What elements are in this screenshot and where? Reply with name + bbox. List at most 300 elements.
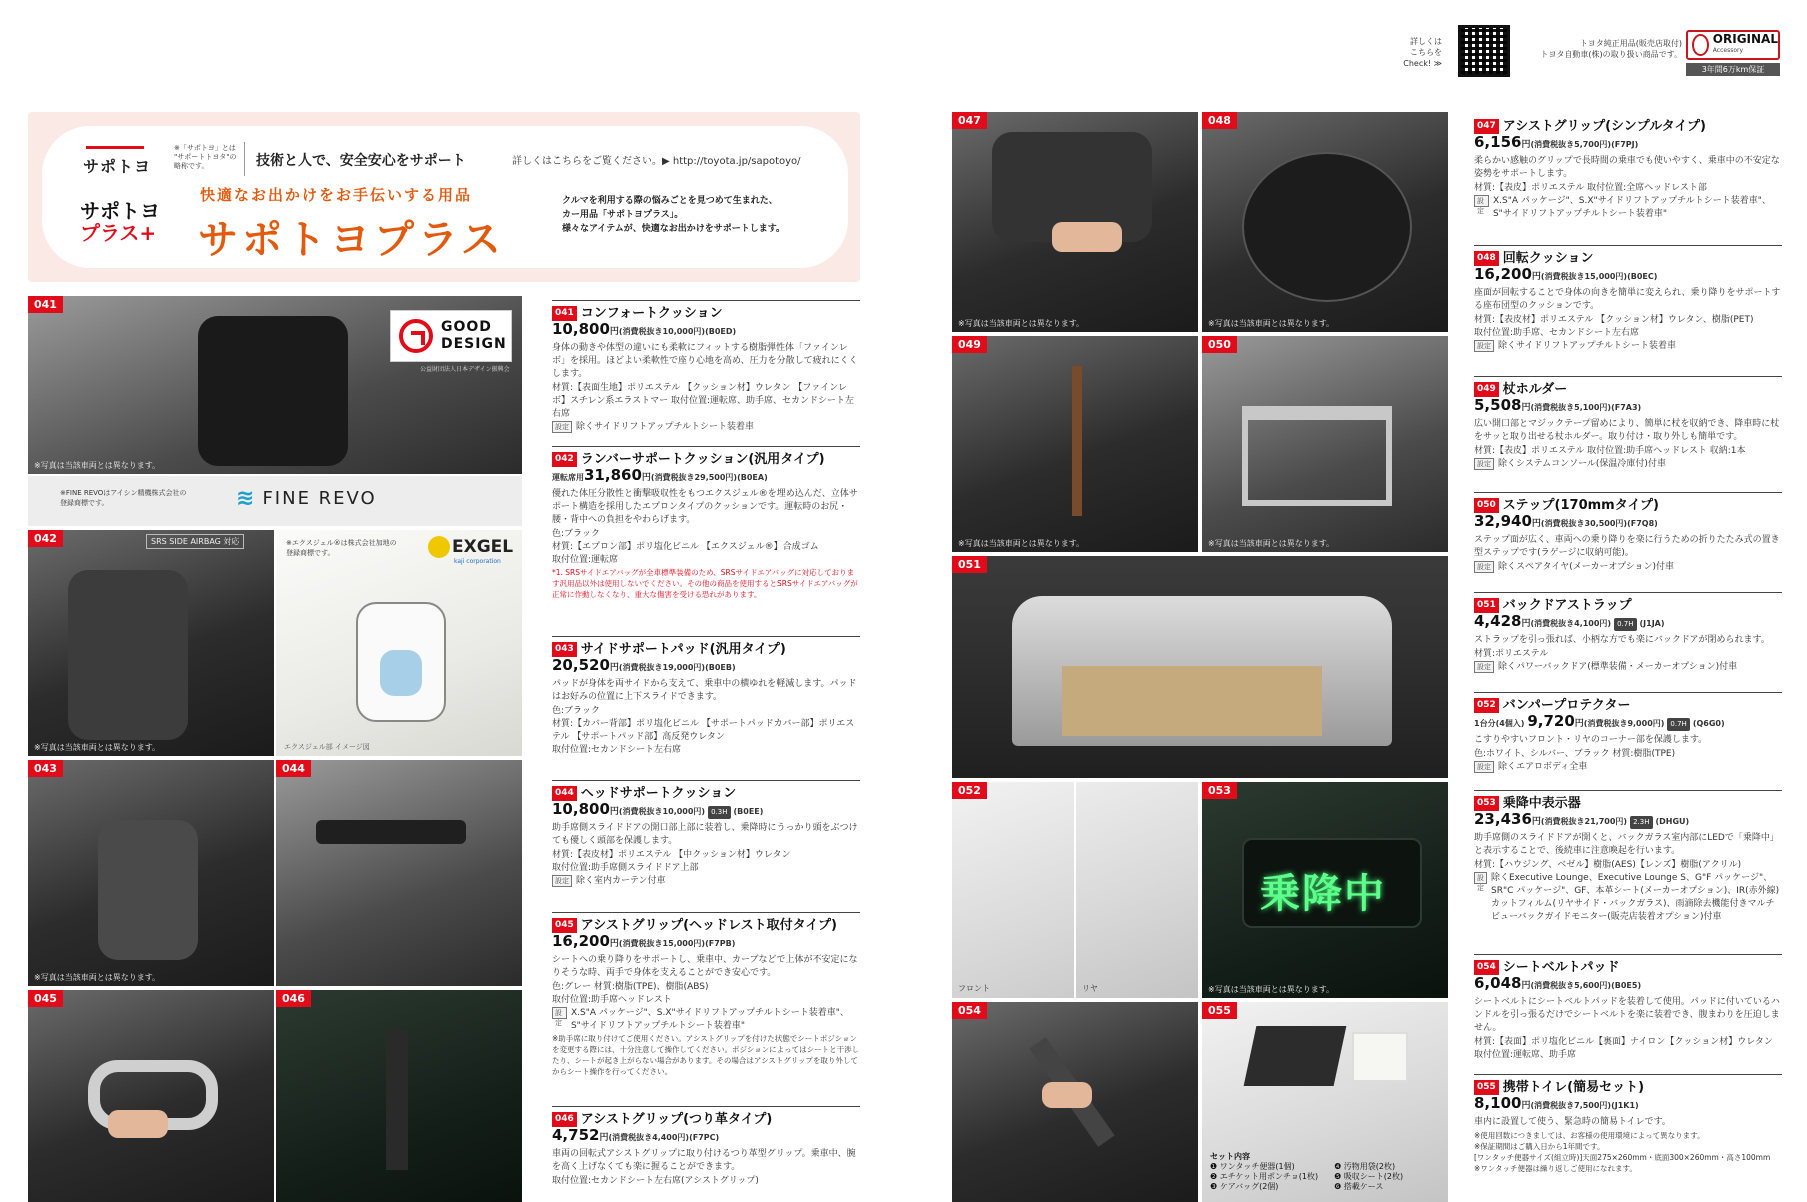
photo-number: 053 bbox=[1202, 782, 1237, 799]
qr-code[interactable] bbox=[1458, 25, 1510, 77]
set-item: ❻ 搭載ケース bbox=[1334, 1182, 1384, 1191]
exgel-text: EXGEL bbox=[452, 537, 514, 557]
tax-note: (消費税抜き10,000円) bbox=[618, 807, 706, 816]
set-tag: 設定 bbox=[1474, 340, 1494, 352]
toilet-shape bbox=[1352, 1032, 1408, 1082]
hand-shape bbox=[108, 1110, 168, 1138]
rear-caption: リヤ bbox=[1082, 984, 1098, 993]
dealer-line: トヨタ自動車(株)の取り扱い商品です。 bbox=[1540, 50, 1682, 59]
price-prefix: 運転席用 bbox=[552, 473, 584, 482]
product-description: シートベルトにシートベルトパッドを装着して使用。パッドに付いているハンドルを引っ張るだけでシートベルトを楽に装着でき、腹まわりを圧迫しません。 bbox=[1474, 997, 1780, 1033]
good-design-note: 公益財団法人日本デザイン振興会 bbox=[420, 366, 510, 373]
yen: 円 bbox=[609, 939, 619, 949]
yen: 円 bbox=[1531, 519, 1541, 529]
hand-shape bbox=[1052, 222, 1122, 252]
product-name: バックドアストラップ bbox=[1502, 598, 1632, 613]
original-accessory-badge bbox=[1686, 30, 1780, 60]
set-contents-left bbox=[1210, 1162, 1318, 1192]
product-title bbox=[552, 780, 860, 801]
photo-054 bbox=[952, 1002, 1198, 1202]
product-position: 取付位置:セカンドシート左右席 bbox=[552, 745, 682, 755]
set-tag: 設定 bbox=[1474, 761, 1494, 773]
set-contents bbox=[1210, 1152, 1403, 1192]
product-spec: 材質:【表皮材】ポリエステル 【中クッション材】ウレタン bbox=[552, 850, 791, 860]
product-title bbox=[1474, 592, 1782, 613]
photo-045 bbox=[28, 990, 274, 1202]
boarding-display-text: 乗降中 bbox=[1260, 871, 1386, 917]
setting-text: 除くスペアタイヤ(メーカーオプション)付車 bbox=[1498, 562, 1675, 572]
yen: 円 bbox=[1531, 272, 1541, 282]
photo-number: 050 bbox=[1202, 336, 1237, 353]
set-item: ❷ エチケット用ポンチョ(1枚) bbox=[1210, 1172, 1319, 1181]
tax-note: (消費税抜き19,000円) bbox=[618, 663, 706, 672]
product-number: 049 bbox=[1474, 382, 1499, 397]
setting-note bbox=[1474, 761, 1782, 774]
photo-number: 048 bbox=[1202, 112, 1237, 129]
fine-print: ※使用回数につきましては、お客様の使用環境によって異なります。 ※保証期間はご購入日から1年間です。 [ワンタッチ便器サイズ(組立時)]天面275×260mm・底面300×260mm・高さ100mm ※ワンタッチ便器は繰り返しご使用になれます。 bbox=[1474, 1131, 1771, 1173]
setting-text: 除くサイドリフトアップチルトシート装着車 bbox=[1498, 341, 1677, 351]
set-tag: 設定 bbox=[552, 1007, 567, 1019]
tax-note: (消費税抜き15,000円) bbox=[1540, 272, 1628, 281]
product-number: 051 bbox=[1474, 598, 1499, 613]
yen: 円 bbox=[1521, 981, 1531, 991]
product-053 bbox=[1474, 790, 1782, 924]
product-name: 回転クッション bbox=[1502, 251, 1594, 266]
photo-055 bbox=[1202, 1002, 1448, 1202]
tax-note: (消費税抜き4,400円) bbox=[608, 1133, 690, 1142]
product-number: 055 bbox=[1474, 1080, 1499, 1095]
photo-number: 046 bbox=[276, 990, 311, 1007]
price: 8,100 bbox=[1474, 1094, 1522, 1112]
install-hours: 0.7H bbox=[1614, 618, 1636, 631]
banner-description: クルマを利用する際の悩みごとを見つめて生まれた、 カー用品「サポトヨプラス」。 様々なアイテムが、快適なお出かけをサポートします。 bbox=[562, 196, 786, 234]
product-title bbox=[552, 300, 860, 321]
yen: 円 bbox=[599, 1133, 609, 1143]
product-title bbox=[1474, 954, 1782, 975]
product-position: 取付位置:運転席 bbox=[552, 555, 619, 565]
product-description: こすりやすいフロント・リヤのコーナー部を保護します。 bbox=[1474, 735, 1708, 745]
product-description: 車両の回転式アシストグリップに取り付けるつり革型グリップ。乗車中、腕を高く上げなくても楽に握ることができます。 bbox=[552, 1149, 856, 1172]
product-description: 車内に設置して使う、緊急時の簡易トイレです。 bbox=[1474, 1117, 1671, 1127]
banner-tagline: 技術と人で、安全安心をサポート bbox=[256, 153, 466, 169]
photo-041 bbox=[28, 296, 522, 474]
set-tag: 設定 bbox=[552, 421, 572, 433]
price: 10,800 bbox=[552, 800, 610, 818]
exgel-logo bbox=[428, 536, 513, 565]
yen: 円 bbox=[1574, 719, 1584, 729]
price: 9,720 bbox=[1527, 712, 1575, 730]
case-shape bbox=[1244, 1026, 1347, 1086]
product-number: 045 bbox=[552, 918, 577, 933]
set-tag: 設定 bbox=[1474, 458, 1494, 470]
price: 4,752 bbox=[552, 1126, 600, 1144]
product-code: (B0E5) bbox=[1611, 981, 1642, 990]
price: 6,048 bbox=[1474, 974, 1522, 992]
product-049 bbox=[1474, 376, 1782, 471]
price: 16,200 bbox=[552, 932, 610, 950]
product-spec: 材質:【エプロン部】ポリ塩化ビニル 【エクスジェル®】合成ゴム bbox=[552, 542, 819, 552]
cane-shape bbox=[1072, 366, 1082, 516]
product-title bbox=[552, 636, 860, 657]
product-052 bbox=[1474, 692, 1782, 774]
product-code: (F7PJ) bbox=[1611, 140, 1639, 149]
price: 6,156 bbox=[1474, 133, 1522, 151]
photo-note: ※写真は当該車両とは異なります。 bbox=[34, 743, 161, 752]
photo-note: ※写真は当該車両とは異なります。 bbox=[34, 973, 161, 982]
yen: 円 bbox=[609, 327, 619, 337]
product-number: 053 bbox=[1474, 796, 1499, 811]
product-color: 色:ブラック bbox=[552, 529, 600, 539]
product-spec: 材質:【カバー背部】ポリ塩化ビニル 【サポートパッドカバー部】ポリエステル 【サポートパッド部】高反発ウレタン bbox=[552, 719, 855, 742]
cushion-shape bbox=[198, 316, 348, 466]
price-line bbox=[1474, 810, 1782, 829]
photo-number: 055 bbox=[1202, 1002, 1237, 1019]
set-tag: 設定 bbox=[1474, 195, 1489, 207]
product-name: バンパープロテクター bbox=[1502, 698, 1631, 713]
hand-shape bbox=[1042, 1082, 1092, 1108]
price-line bbox=[552, 320, 860, 339]
product-043 bbox=[552, 636, 860, 757]
setting-text: 除くExecutive Lounge、Executive Lounge S、G"F パッケージ"、SR"C パッケージ"、GF、本革シート(メーカーオプション)、IR(赤外線)カットフィルム(リヤサイド・バックガラス)、雨滴除去機能付きマルチビューバックガイドモニター(販売店装着オプション)付車 bbox=[1491, 873, 1780, 922]
product-number: 042 bbox=[552, 452, 577, 467]
set-contents-title: セット内容 bbox=[1210, 1152, 1250, 1161]
gd-line: GOOD bbox=[441, 319, 492, 335]
cargo-area-shape bbox=[1062, 666, 1322, 736]
set-item: ❺ 吸収シート(2枚) bbox=[1334, 1172, 1404, 1181]
photo-047 bbox=[952, 112, 1198, 332]
install-hours: 0.7H bbox=[1667, 718, 1689, 731]
product-number: 050 bbox=[1474, 498, 1499, 513]
tax-note: (消費税抜き21,700円) bbox=[1540, 817, 1628, 826]
price-line bbox=[1474, 612, 1782, 631]
front-caption: フロント bbox=[958, 984, 990, 993]
price-line bbox=[552, 932, 860, 951]
price-line bbox=[1474, 974, 1782, 993]
head-cushion-shape bbox=[316, 820, 466, 844]
photo-note: ※写真は当該車両とは異なります。 bbox=[34, 461, 161, 470]
tax-note: (消費税抜き7,500円) bbox=[1530, 1101, 1612, 1110]
product-051 bbox=[1474, 592, 1782, 674]
strap-shape bbox=[386, 1030, 408, 1170]
fine-revo-band bbox=[28, 476, 522, 526]
exgel-illustration bbox=[276, 530, 522, 756]
setting-text: X.S"A パッケージ"、S.X"サイドリフトアップチルトシート装着車"、S"サイドリフトアップチルトシート装着車" bbox=[1492, 196, 1771, 219]
product-description: ステップ面が広く、車両への乗り降りを楽に行うための折りたたみ式の置き型ステップです(ラゲージに収納可能)。 bbox=[1474, 535, 1780, 558]
sapotoyo-url-link[interactable]: 詳しくはこちらをご覧ください。▶ http://toyota.jp/sapotoyo/ bbox=[512, 156, 801, 167]
tax-note: (消費税抜き9,000円) bbox=[1583, 719, 1665, 728]
fine-revo-note: ※FINE REVOはアイシン精機株式会社の 登録商標です。 bbox=[60, 489, 187, 507]
product-code: (B0ED) bbox=[705, 327, 737, 336]
set-item: ❸ ケアバッグ(2個) bbox=[1210, 1182, 1279, 1191]
exgel-ring-icon bbox=[428, 536, 450, 558]
product-046 bbox=[552, 1106, 860, 1188]
sapotoyo-about: ※「サポトヨ」とは "サポートトヨタ"の 略称です。 bbox=[174, 144, 237, 170]
product-name: ステップ(170mmタイプ) bbox=[1502, 498, 1659, 513]
split-line bbox=[1074, 782, 1076, 998]
product-description: シートへの乗り降りをサポートし、乗車中、カーブなどで上体が不安定になりそうな時、両手で身体を支えることができ安心です。 bbox=[552, 955, 858, 978]
product-code: (B0EC) bbox=[1627, 272, 1658, 281]
product-spec: 材質:【表皮】ポリエステル 取付位置:助手席ヘッドレスト 収納:1本 bbox=[1474, 446, 1746, 456]
price-line bbox=[1474, 396, 1782, 415]
yen: 円 bbox=[609, 663, 619, 673]
check-here-note bbox=[1390, 36, 1442, 69]
fine-revo-wave-icon: ≋ bbox=[236, 486, 255, 511]
product-050 bbox=[1474, 492, 1782, 574]
photo-number: 042 bbox=[28, 530, 63, 547]
photo-043 bbox=[28, 760, 274, 986]
product-title bbox=[1474, 1074, 1782, 1095]
setting-note bbox=[1474, 561, 1782, 574]
exgel-sub: kaji corporation bbox=[454, 558, 501, 565]
set-tag: 設定 bbox=[1474, 561, 1494, 573]
product-code: (DHGU) bbox=[1655, 817, 1690, 826]
original-sub: Accessory bbox=[1712, 47, 1744, 54]
price-line bbox=[552, 1126, 860, 1145]
price: 32,940 bbox=[1474, 512, 1532, 530]
product-name: 携帯トイレ(簡易セット) bbox=[1502, 1080, 1645, 1095]
product-title bbox=[1474, 692, 1782, 713]
toyota-logo-icon bbox=[1692, 34, 1709, 56]
fine-revo-text: FINE REVO bbox=[262, 488, 377, 509]
set-contents-lists bbox=[1210, 1162, 1403, 1192]
tax-note: (消費税抜き5,600円) bbox=[1530, 981, 1612, 990]
setting-note bbox=[1474, 661, 1782, 674]
price: 20,520 bbox=[552, 656, 610, 674]
product-045 bbox=[552, 912, 860, 1077]
product-name: アシストグリップ(ヘッドレスト取付タイプ) bbox=[580, 918, 837, 933]
photo-number: 054 bbox=[952, 1002, 987, 1019]
product-number: 046 bbox=[552, 1112, 577, 1127]
photo-050 bbox=[1202, 336, 1448, 552]
photo-note: ※写真は当該車両とは異なります。 bbox=[1208, 319, 1335, 328]
lumbar-shape bbox=[68, 570, 188, 740]
product-code: (F7PB) bbox=[705, 939, 736, 948]
product-code: (B0EE) bbox=[733, 807, 764, 816]
product-code: (B0EA) bbox=[737, 473, 768, 482]
product-description: 柔らかい感触のグリップで長時間の乗車でも使いやすく、乗車中の不安定な姿勢をサポートします。 bbox=[1474, 156, 1780, 179]
price: 16,200 bbox=[1474, 265, 1532, 283]
photo-052 bbox=[952, 782, 1198, 998]
price: 4,428 bbox=[1474, 612, 1522, 630]
product-name: コンフォートクッション bbox=[580, 306, 723, 321]
gel-area bbox=[380, 650, 422, 696]
product-title bbox=[552, 1106, 860, 1127]
photo-048 bbox=[1202, 112, 1448, 332]
srs-label: SRS SIDE AIRBAG 対応 bbox=[146, 534, 244, 549]
product-description: 広い開口部とマジックテープ留めにより、簡単に杖を収納でき、降車時に杖をサッと取り出せる杖ホルダー。取り付け・取り外しも簡単です。 bbox=[1474, 419, 1780, 442]
tax-note: (消費税抜き4,100円) bbox=[1530, 619, 1612, 628]
product-position: 取付位置:助手席、セカンドシート左右席 bbox=[1474, 328, 1640, 338]
logo-line: プラス+ bbox=[80, 221, 157, 245]
warranty-badge: 3年間6万km保証 bbox=[1686, 63, 1780, 76]
photo-042 bbox=[28, 530, 274, 756]
product-number: 041 bbox=[552, 306, 577, 321]
photo-053 bbox=[1202, 782, 1448, 998]
setting-note bbox=[552, 1007, 860, 1033]
price: 5,508 bbox=[1474, 396, 1522, 414]
set-item: ❶ ワンタッチ便器(1個) bbox=[1210, 1162, 1295, 1171]
rotating-cushion-shape bbox=[1242, 152, 1412, 302]
dealer-note bbox=[1520, 38, 1682, 60]
product-code: (J1K1) bbox=[1611, 1101, 1639, 1110]
tax-note: (消費税抜き10,000円) bbox=[618, 327, 706, 336]
set-contents-right bbox=[1334, 1162, 1403, 1192]
product-description: 座面が回転することで身体の向きを簡単に変えられ、乗り降りをサポートする座布団型のクッションです。 bbox=[1474, 288, 1781, 311]
set-item: ❹ 汚物用袋(2枚) bbox=[1334, 1162, 1396, 1171]
product-color: 色:ブラック bbox=[552, 706, 600, 716]
banner-title: サポトヨプラス bbox=[198, 217, 505, 263]
photo-number: 045 bbox=[28, 990, 63, 1007]
product-description: 優れた体圧分散性と衝撃吸収性をもつエクスジェル®を埋め込んだ、立体サポート構造を採用したエプロンタイプのクッションです。運転時のお尻・腰・背中への負担をやわらげます。 bbox=[552, 489, 858, 525]
banner-subtitle: 快適なお出かけをお手伝いする用品 bbox=[200, 186, 473, 204]
product-position: 取付位置:運転席、助手席 bbox=[1474, 1050, 1577, 1060]
photo-number: 044 bbox=[276, 760, 311, 777]
product-name: 乗降中表示器 bbox=[1502, 796, 1581, 811]
check-line: Check! ≫ bbox=[1403, 59, 1442, 68]
product-name: ランバーサポートクッション(汎用タイプ) bbox=[580, 452, 825, 467]
photo-note: ※写真は当該車両とは異なります。 bbox=[1208, 985, 1335, 994]
product-055 bbox=[1474, 1074, 1782, 1174]
product-name: ヘッドサポートクッション bbox=[580, 786, 737, 801]
photo-number: 043 bbox=[28, 760, 63, 777]
product-048 bbox=[1474, 245, 1782, 353]
yen: 円 bbox=[641, 473, 651, 483]
setting-text: 除くパワーバックドア(標準装備・メーカーオプション)付車 bbox=[1498, 662, 1738, 672]
setting-note bbox=[552, 875, 860, 888]
check-line: こちらを bbox=[1410, 48, 1442, 57]
price-line bbox=[552, 466, 860, 485]
product-054 bbox=[1474, 954, 1782, 1062]
product-044 bbox=[552, 780, 860, 888]
product-code: (F7PC) bbox=[689, 1133, 720, 1142]
install-hours: 2.3H bbox=[1630, 816, 1652, 829]
price: 10,800 bbox=[552, 320, 610, 338]
side-pad-shape bbox=[98, 820, 198, 960]
product-description: ストラップを引っ張れば、小柄な方でも楽にバックドアが閉められます。 bbox=[1474, 635, 1770, 645]
exgel-caption: エクスジェル部 イメージ図 bbox=[284, 743, 370, 751]
photo-note: ※写真は当該車両とは異なります。 bbox=[1208, 539, 1335, 548]
photo-number: 047 bbox=[952, 112, 987, 129]
product-spec: 材質:【ハウジング、ベゼル】樹脂(AES)【レンズ】樹脂(アクリル) bbox=[1474, 860, 1742, 870]
set-tag: 設定 bbox=[1474, 661, 1494, 673]
product-number: 043 bbox=[552, 642, 577, 657]
gd-line: DESIGN bbox=[441, 336, 507, 352]
photo-049 bbox=[952, 336, 1198, 552]
setting-note bbox=[552, 421, 860, 434]
product-number: 054 bbox=[1474, 960, 1499, 975]
product-042 bbox=[552, 446, 860, 600]
dealer-line: トヨタ純正用品(販売店取付) bbox=[1579, 39, 1682, 48]
fine-print: ※助手席に取り付けてご使用ください。アシストグリップを付けた状態でシートポジションを変更する際には、十分注意して操作してください。ポジションによってはシートと干渉したり、シートが起き上がらない場合があります。その場合はアシストグリップを取り外してからシート操作を行ってください。 bbox=[552, 1034, 860, 1076]
check-line: 詳しくは bbox=[1410, 37, 1442, 46]
photo-number: 052 bbox=[952, 782, 987, 799]
price-line bbox=[1474, 512, 1782, 531]
product-code: (F7Q8) bbox=[1627, 519, 1658, 528]
setting-note bbox=[1474, 872, 1782, 924]
step-shape bbox=[1242, 406, 1392, 506]
product-name: シートベルトパッド bbox=[1502, 960, 1620, 975]
price: 23,436 bbox=[1474, 810, 1532, 828]
photo-044 bbox=[276, 760, 522, 986]
tax-note: (消費税抜き15,000円) bbox=[618, 939, 706, 948]
exgel-note: ※エクスジェル®は株式会社加地の 登録商標です。 bbox=[286, 539, 397, 557]
tax-note: (消費税抜き5,100円) bbox=[1530, 403, 1612, 412]
product-spec: 材質:【表皮材】ポリエステル 【クッション材】ウレタン、樹脂(PET) bbox=[1474, 315, 1754, 325]
photo-number: 041 bbox=[28, 296, 63, 313]
photo-number: 051 bbox=[952, 556, 987, 573]
fine-revo-logo bbox=[236, 486, 377, 511]
sapotoyo-plus-logo bbox=[80, 200, 160, 244]
product-description: 助手席側スライドドアの開口部上部に装着し、乗降時にうっかり頭をぶつけても優しく頭部を保護します。 bbox=[552, 823, 858, 846]
install-hours: 0.3H bbox=[708, 806, 730, 819]
product-color: 色:ホワイト、シルバー、ブラック 材質:樹脂(TPE) bbox=[1474, 749, 1676, 759]
photo-note: ※写真は当該車両とは異なります。 bbox=[958, 539, 1085, 548]
photo-number: 049 bbox=[952, 336, 987, 353]
price-line bbox=[1474, 1094, 1782, 1113]
product-title bbox=[1474, 376, 1782, 397]
product-name: アシストグリップ(つり革タイプ) bbox=[580, 1112, 773, 1127]
product-position: 取付位置:セカンドシート左右席(アシストグリップ) bbox=[552, 1176, 759, 1186]
price-line bbox=[552, 656, 860, 675]
photo-note: ※写真は当該車両とは異なります。 bbox=[958, 319, 1085, 328]
product-number: 048 bbox=[1474, 251, 1499, 266]
setting-note bbox=[1474, 340, 1782, 353]
product-position: 取付位置:助手席側スライドドア上部 bbox=[552, 863, 699, 873]
srs-warning: *1. SRSサイドエアバッグが全車標準装備のため、SRSサイドエアバッグに対応しております汎用品以外は使用しないでください。その他の商品を使用するとSRSサイドエアバッグが正常に作動しなくなり、重大な傷害を受ける恐れがあります。 bbox=[552, 568, 858, 599]
product-code: (F7A3) bbox=[1611, 403, 1642, 412]
product-title bbox=[1474, 790, 1782, 811]
product-position: 取付位置:助手席ヘッドレスト bbox=[552, 995, 672, 1005]
yen: 円 bbox=[1521, 403, 1531, 413]
tax-note: (消費税抜き30,500円) bbox=[1540, 519, 1628, 528]
sapotoyo-banner bbox=[28, 112, 860, 282]
photo-051 bbox=[952, 556, 1448, 778]
product-number: 047 bbox=[1474, 119, 1499, 134]
logo-line: サポトヨ bbox=[80, 199, 160, 223]
yen: 円 bbox=[1521, 1101, 1531, 1111]
product-number: 044 bbox=[552, 786, 577, 801]
good-design-icon bbox=[399, 319, 433, 353]
product-title bbox=[1474, 245, 1782, 266]
setting-text: 除く室内カーテン付車 bbox=[576, 876, 666, 886]
price-line bbox=[1474, 712, 1782, 731]
good-design-text bbox=[441, 319, 507, 353]
sapotoyo-logo: サポトヨ bbox=[83, 157, 152, 176]
product-number: 052 bbox=[1474, 698, 1499, 713]
product-title bbox=[1474, 114, 1782, 134]
yen: 円 bbox=[1521, 140, 1531, 150]
price-line bbox=[1474, 133, 1782, 152]
set-tag: 設定 bbox=[552, 875, 572, 887]
setting-note bbox=[1474, 195, 1782, 221]
yen: 円 bbox=[1521, 619, 1531, 629]
setting-note bbox=[1474, 458, 1782, 471]
tax-note: (消費税抜き5,700円) bbox=[1530, 140, 1612, 149]
product-spec: 材質:ポリエステル bbox=[1474, 649, 1549, 659]
product-title bbox=[1474, 492, 1782, 513]
original-label: ORIGINAL bbox=[1712, 32, 1778, 46]
product-color: 色:グレー 材質:樹脂(TPE)、樹脂(ABS) bbox=[552, 982, 709, 992]
yen: 円 bbox=[1531, 817, 1541, 827]
product-041 bbox=[552, 300, 860, 434]
good-design-badge bbox=[390, 310, 512, 362]
product-code: (J1JA) bbox=[1639, 619, 1665, 628]
price-prefix: 1台分(4個入) bbox=[1474, 719, 1525, 728]
product-name: 杖ホルダー bbox=[1502, 382, 1568, 397]
set-tag: 設定 bbox=[1474, 872, 1487, 884]
product-spec: 材質:【表面生地】ポリエステル 【クッション材】ウレタン 【ファインレボ】スチレン系エラストマー 取付位置:運転席、助手席、セカンドシート左右席 bbox=[552, 383, 855, 419]
tax-note: (消費税抜き29,500円) bbox=[650, 473, 738, 482]
